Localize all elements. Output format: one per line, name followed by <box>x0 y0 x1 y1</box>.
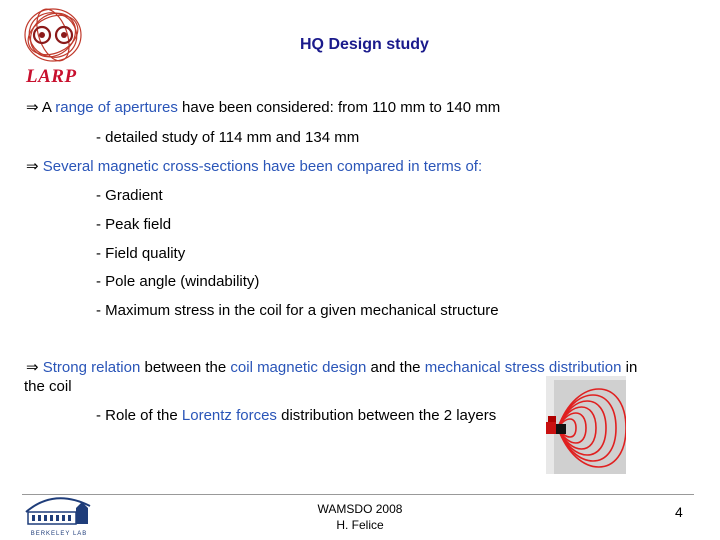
sub-max-stress: - Maximum stress in the coil for a given mechanical structure <box>96 302 499 319</box>
berkeley-lab-logo <box>24 494 94 538</box>
berkeley-lab-building-icon <box>24 494 94 528</box>
berkeley-lab-text: BERKELEY LAB <box>30 531 88 537</box>
footer-divider <box>22 494 694 495</box>
bullet-strong-relation-cont: the coil <box>24 378 72 395</box>
implies-arrow-icon: ⇒ <box>26 158 39 175</box>
sub-detailed-study: - detailed study of 114 mm and 134 mm <box>96 129 360 146</box>
larp-logo: LARP <box>26 66 77 87</box>
slide-title: HQ Design study <box>300 36 429 53</box>
implies-arrow-icon: ⇒ <box>26 359 39 376</box>
sub-gradient: - Gradient <box>96 187 163 204</box>
bullet-strong-relation: ⇒ Strong relation between the coil magnetic design and the mechanical stress distribution in <box>26 359 638 376</box>
bullet-cross-sections: ⇒ Several magnetic cross-sections have been compared in terms of: <box>26 158 483 175</box>
sub-peak-field: - Peak field <box>96 216 172 233</box>
footer-center <box>300 501 420 533</box>
sub-pole-angle: - Pole angle (windability) <box>96 273 260 290</box>
footer-conference: WAMSDO 2008 <box>317 502 403 516</box>
bullet-apertures: ⇒ A range of apertures have been considered: from 110 mm to 140 mm <box>26 99 501 116</box>
sub-lorentz-role: - Role of the Lorentz forces distribution between the 2 layers <box>96 407 497 424</box>
footer-author: H. Felice <box>336 518 384 532</box>
lhc-logo <box>22 6 84 64</box>
lorentz-force-figure <box>546 376 626 474</box>
implies-arrow-icon: ⇒ <box>26 99 39 116</box>
sub-field-quality: - Field quality <box>96 245 186 262</box>
page-number: 4 <box>675 504 683 520</box>
